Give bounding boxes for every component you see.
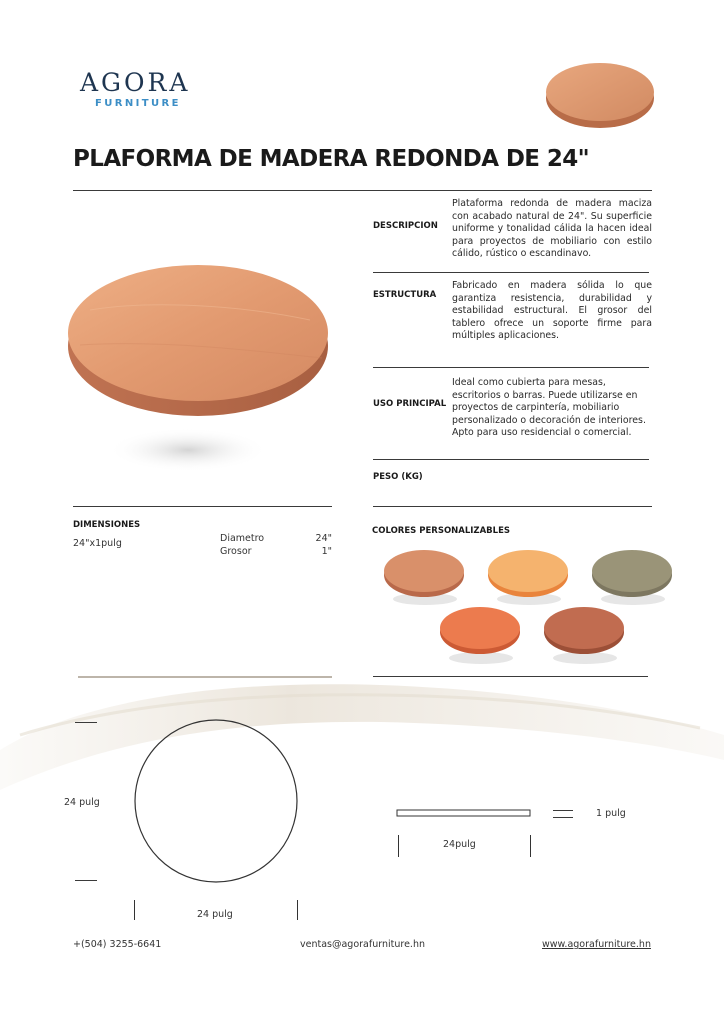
dimensiones-summary: 24"x1pulg bbox=[73, 538, 122, 549]
circle-width-label: 24 pulg bbox=[197, 909, 233, 920]
side-view-diagram bbox=[396, 809, 532, 819]
dimensiones-label: DIMENSIONES bbox=[73, 520, 141, 530]
page-title: PLAFORMA DE MADERA REDONDA DE 24" bbox=[73, 146, 590, 172]
uso-text: Ideal como cubierta para mesas, escritorios o barras. Puede utilizarse en proyectos de carpintería, mobiliario personalizado o decoración de interiores. Apto para uso residencial o comercial. bbox=[452, 377, 646, 439]
circle-width-right-tick bbox=[297, 900, 298, 920]
length-right-tick bbox=[530, 835, 531, 857]
estructura-text: Fabricado en madera sólida lo que garantiza resistencia, durabilidad y estabilidad estructural. El grosor del tablero ofrece un soporte firme para múltiples aplicaciones. bbox=[452, 280, 652, 342]
descripcion-label: DESCRIPCION bbox=[373, 221, 438, 231]
circle-width-left-tick bbox=[134, 900, 135, 920]
title-divider bbox=[73, 190, 652, 191]
brush-stroke-decoration bbox=[0, 640, 724, 860]
dimensiones-bottom-divider bbox=[78, 676, 332, 678]
color-swatch-miel bbox=[484, 545, 574, 607]
colores-divider bbox=[373, 676, 648, 677]
brand-logo: AGORA bbox=[80, 68, 191, 97]
circle-bottom-dim-tick bbox=[75, 880, 97, 881]
descripcion-text: Plataforma redonda de madera maciza con acabado natural de 24". Su superficie uniforme y tonalidad cálida la hacen ideal para proyectos de mobiliario con estilo cálido, rústico o escandinavo. bbox=[452, 198, 652, 260]
footer-website-link[interactable]: www.agorafurniture.hn bbox=[542, 939, 651, 950]
circle-height-label: 24 pulg bbox=[64, 797, 100, 808]
color-swatch-naranja bbox=[436, 602, 526, 666]
color-swatch-natural bbox=[380, 545, 470, 607]
colores-label: COLORES PERSONALIZABLES bbox=[372, 526, 511, 536]
estructura-divider bbox=[373, 367, 649, 368]
product-image bbox=[60, 240, 340, 480]
side-thickness-label: 1 pulg bbox=[596, 808, 626, 819]
dimensiones-divider bbox=[73, 506, 332, 507]
circle-top-view-diagram bbox=[130, 716, 302, 886]
peso-label: PESO (KG) bbox=[373, 472, 423, 482]
footer-email[interactable]: ventas@agorafurniture.hn bbox=[300, 939, 425, 950]
footer-phone: +(504) 3255-6641 bbox=[73, 939, 162, 950]
peso-divider bbox=[373, 506, 652, 507]
dim-diametro-value: 24" bbox=[315, 533, 332, 544]
product-thumbnail bbox=[540, 58, 660, 134]
side-length-label: 24pulg bbox=[443, 839, 476, 850]
color-swatch-gris bbox=[588, 545, 678, 607]
estructura-label: ESTRUCTURA bbox=[373, 290, 437, 300]
descripcion-divider bbox=[373, 272, 649, 273]
uso-label: USO PRINCIPAL bbox=[373, 399, 447, 409]
color-swatch-caoba bbox=[540, 602, 630, 666]
dim-grosor-value: 1" bbox=[321, 546, 332, 557]
thickness-dim-tick-bottom bbox=[553, 817, 573, 818]
circle-top-dim-tick bbox=[75, 722, 97, 723]
uso-divider bbox=[373, 459, 649, 460]
length-left-tick bbox=[398, 835, 399, 857]
dim-diametro-name: Diametro bbox=[220, 533, 265, 544]
dim-grosor-name: Grosor bbox=[220, 546, 252, 557]
thickness-dim-tick-top bbox=[553, 810, 573, 811]
brand-subtitle: FURNITURE bbox=[95, 98, 181, 109]
